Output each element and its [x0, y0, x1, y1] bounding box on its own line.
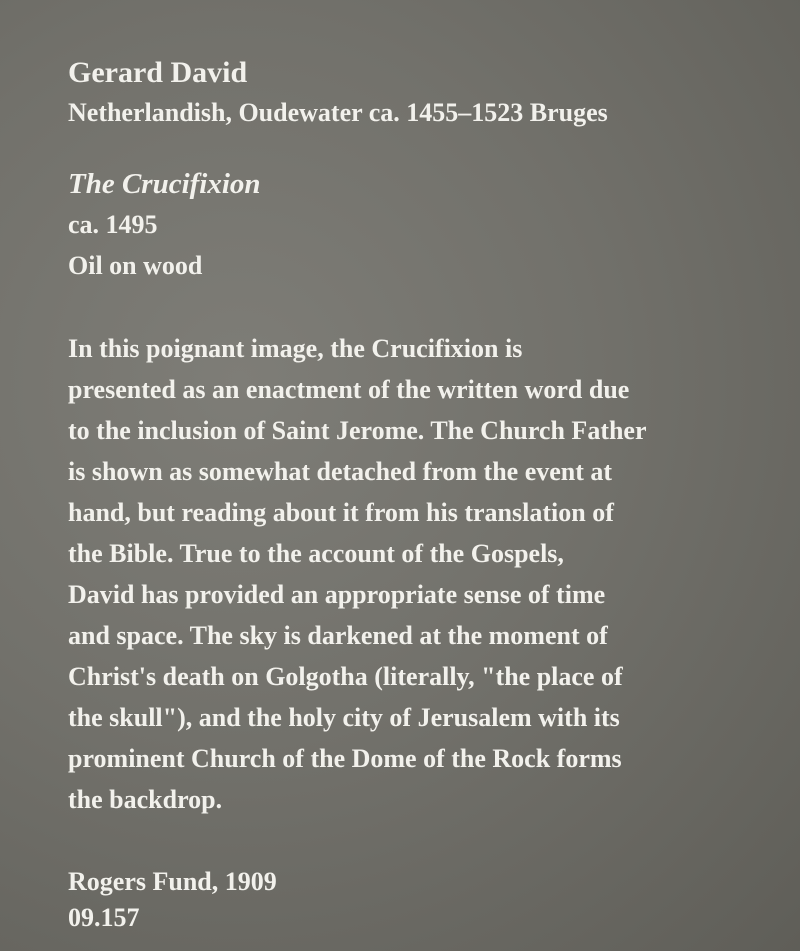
museum-wall-label	[68, 52, 768, 936]
description-line: Christ's death on Golgotha (literally, "the place of	[68, 662, 623, 691]
artwork-medium: Oil on wood	[68, 251, 203, 280]
artist-bio: Netherlandish, Oudewater ca. 1455–1523 Bruges	[68, 98, 608, 127]
description-block	[68, 328, 768, 820]
description-line: David has provided an appropriate sense of time	[68, 580, 606, 609]
description-line: is shown as somewhat detached from the event at	[68, 457, 613, 486]
description-line: to the inclusion of Saint Jerome. The Church Father	[68, 416, 647, 445]
artwork-block	[68, 164, 768, 286]
description-line: the Bible. True to the account of the Gospels,	[68, 539, 564, 568]
artist-block	[68, 52, 768, 132]
credit-block	[68, 864, 768, 936]
artist-name: Gerard David	[68, 56, 248, 89]
description-line: and space. The sky is darkened at the moment of	[68, 621, 608, 650]
description-line: In this poignant image, the Crucifixion is	[68, 334, 523, 363]
accession-number: 09.157	[68, 903, 140, 932]
description-line: hand, but reading about it from his translation of	[68, 498, 614, 527]
description-line: presented as an enactment of the written word due	[68, 375, 630, 404]
artwork-title: The Crucifixion	[68, 168, 261, 200]
description-line: prominent Church of the Dome of the Rock forms	[68, 744, 622, 773]
description-line: the backdrop.	[68, 785, 223, 814]
description-line: the skull"), and the holy city of Jerusalem with its	[68, 703, 620, 732]
credit-line-fund: Rogers Fund, 1909	[68, 867, 277, 896]
artwork-date: ca. 1495	[68, 210, 158, 239]
